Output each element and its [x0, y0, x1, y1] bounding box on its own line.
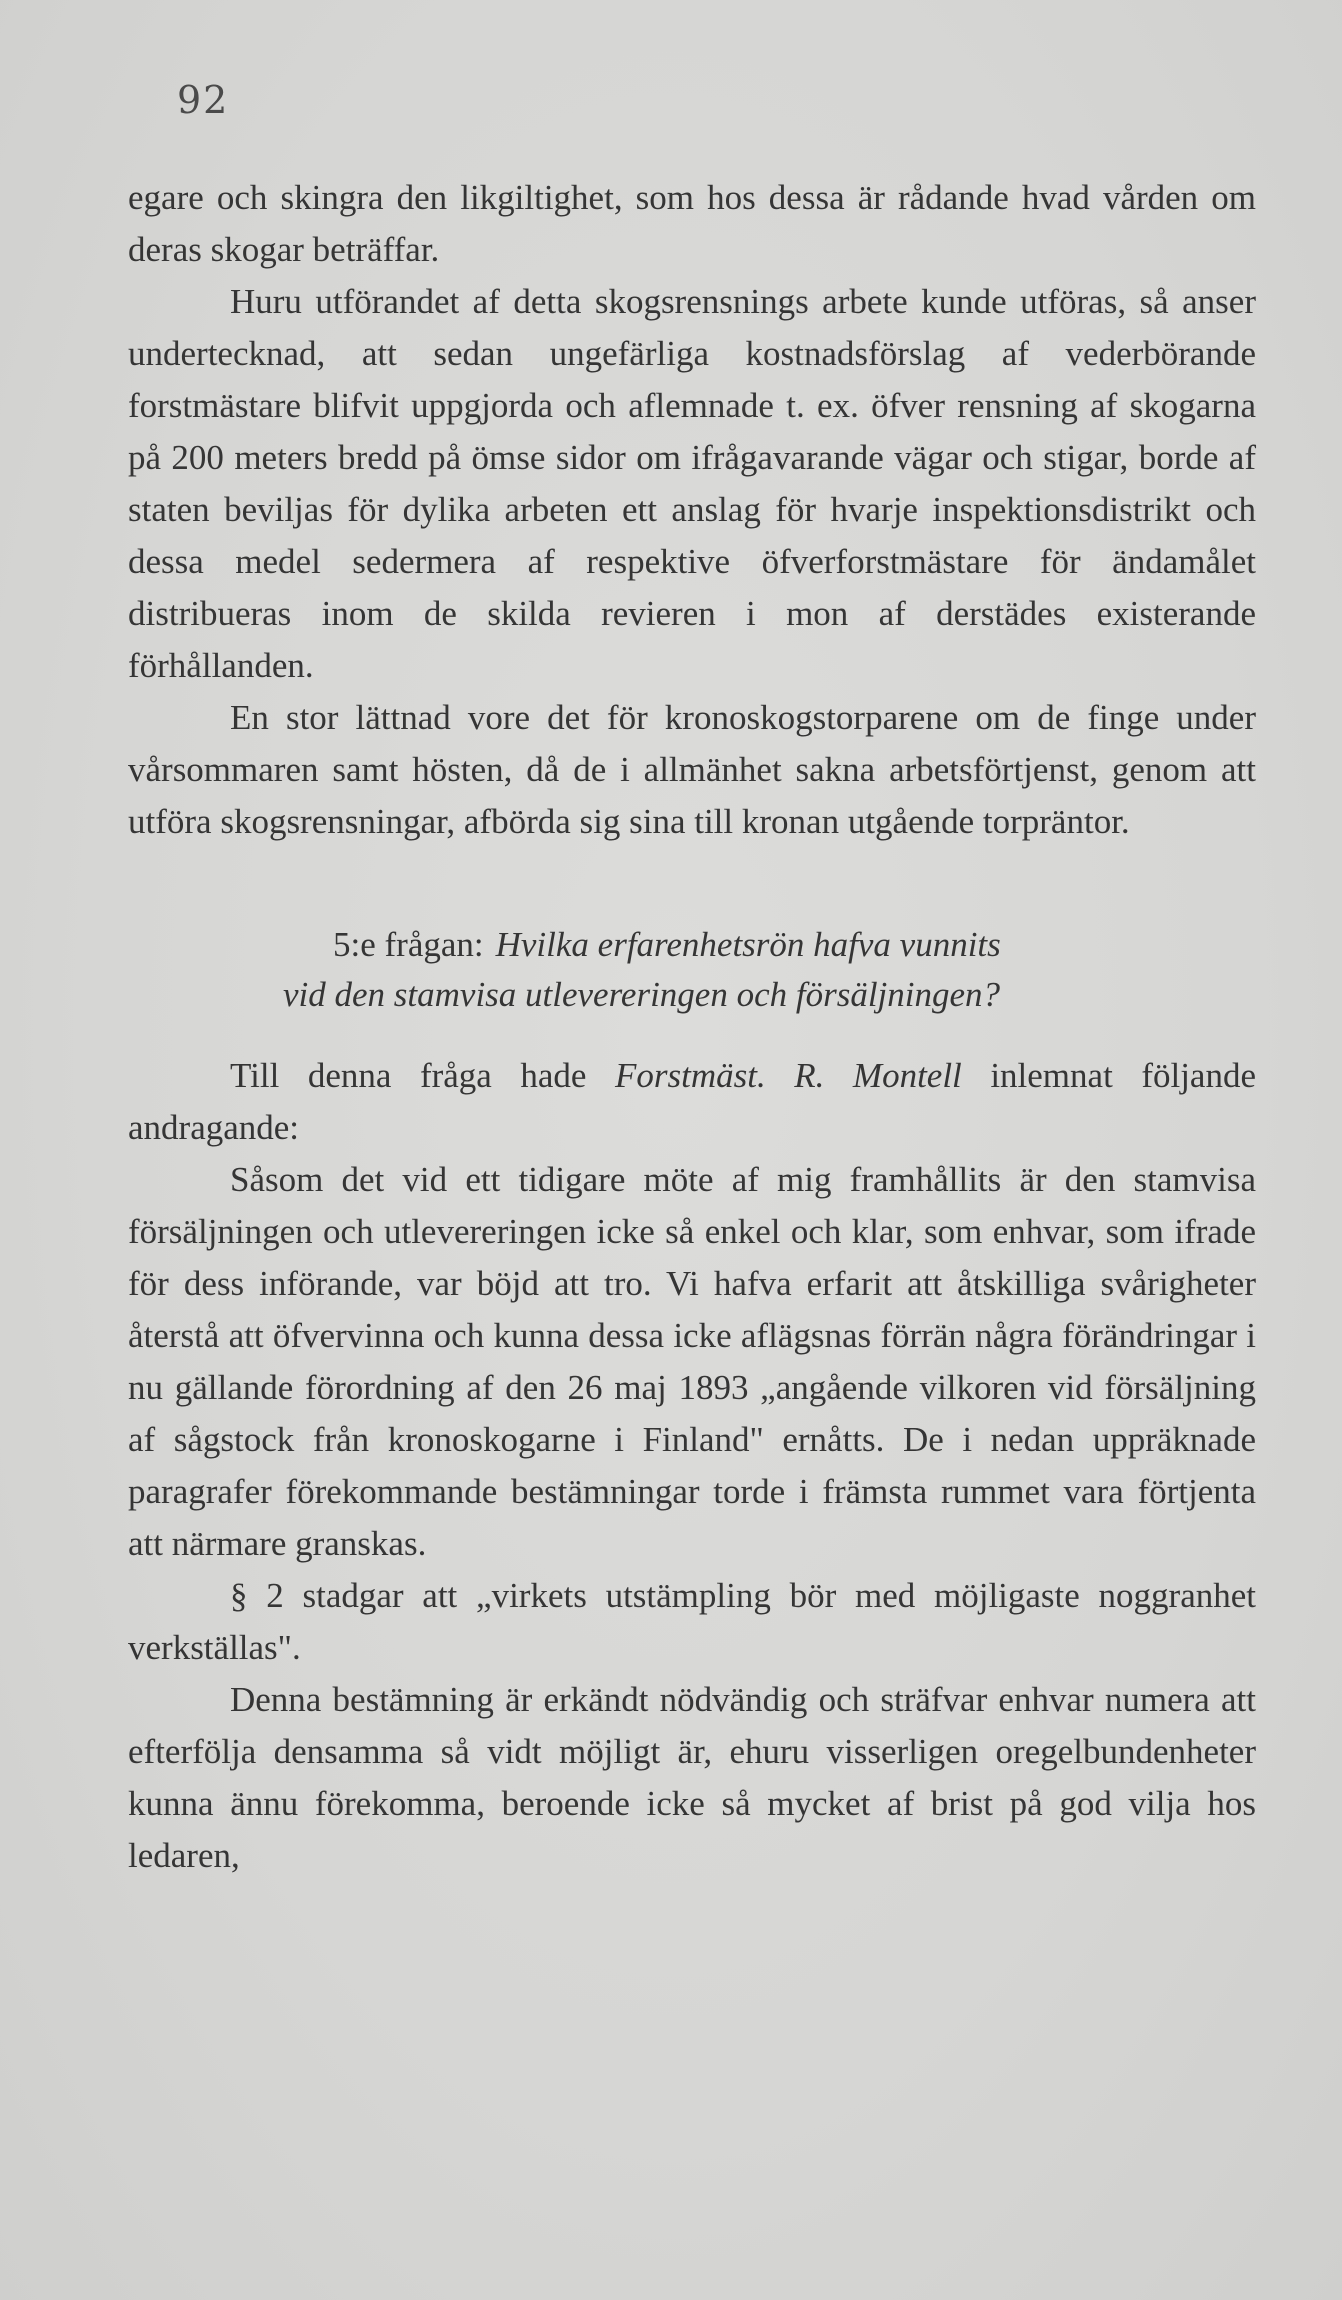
paragraph-skogsrensning: Huru utförandet af detta skogsrensnings arbete kunde utföras, så anser undertecknad, att sedan ungefärliga kostnadsförslag af vederbörande forstmästare blifvit uppgjorda och aflemnade t. ex. öfver rensning af skogarna på 200 meters bredd på ömse sidor om ifrågavarande vägar och stigar, borde af staten beviljas för dylika arbeten ett anslag för hvarje inspektionsdistrikt och dessa medel sedermera af respektive öfverforstmästare för ändamålet distribueras inom de skilda revieren i mon af derstädes existerande förhållanden. [128, 282, 1256, 685]
document-body [128, 172, 1256, 1882]
question-label: 5:e frågan: [333, 925, 484, 964]
answer-intro-before: Till denna fråga hade [230, 1056, 587, 1095]
answer-intro-author: Forstmäst. R. Montell [615, 1056, 962, 1095]
question-heading [128, 848, 1256, 1050]
paragraph-lattnad: En stor lättnad vore det för kronoskogstorparene om de finge under vårsommaren samt hösten, då de i allmänhet sakna arbetsförtjenst, genom att utföra skogsrensningar, afbörda sig sina till kronan utgående torpräntor. [128, 698, 1256, 841]
question-text-line1: Hvilka erfarenhetsrön hafva vunnits [495, 925, 1001, 964]
answer-paragraph-1: Såsom det vid ett tidigare möte af mig framhållits är den stamvisa försäljningen och utlevereringen icke så enkel och klar, som enhvar, som ifrade för dess införande, var böjd att tro. Vi hafva erfarit att åtskilliga svårigheter återstå att öfvervinna och kunna dessa icke aflägsnas förrän några förändringar i nu gällande förordning af den 26 maj 1893 „angående vilkoren vid försäljning af sågstock från kronoskogarne i Finland" ernåtts. De i nedan uppräknade paragrafer förekommande bestämningar torde i främsta rummet vara förtjenta att närmare granskas. [128, 1160, 1256, 1563]
page-number: 92 [177, 78, 230, 122]
answer-intro [128, 1050, 1256, 1154]
answer-paragraph-2: § 2 stadgar att „virkets utstämpling bör med möjligaste noggranhet verkställas". [128, 1576, 1256, 1667]
answer-intro-after: inlemnat följande andragande: [128, 1056, 1257, 1147]
answer-paragraph-3: Denna bestämning är erkändt nödvändig och sträfvar enhvar numera att efterfölja densamma så vidt möjligt är, ehuru visserligen oregelbundenheter kunna ännu förekomma, beroende icke så mycket af brist på god vilja hos ledaren, [128, 1680, 1256, 1875]
paragraph-continuation: egare och skingra den likgiltighet, som hos dessa är rådande hvad vården om deras skogar beträffar. [128, 178, 1256, 269]
question-text-line2: vid den stamvisa utlevereringen och försäljningen? [283, 975, 1001, 1014]
